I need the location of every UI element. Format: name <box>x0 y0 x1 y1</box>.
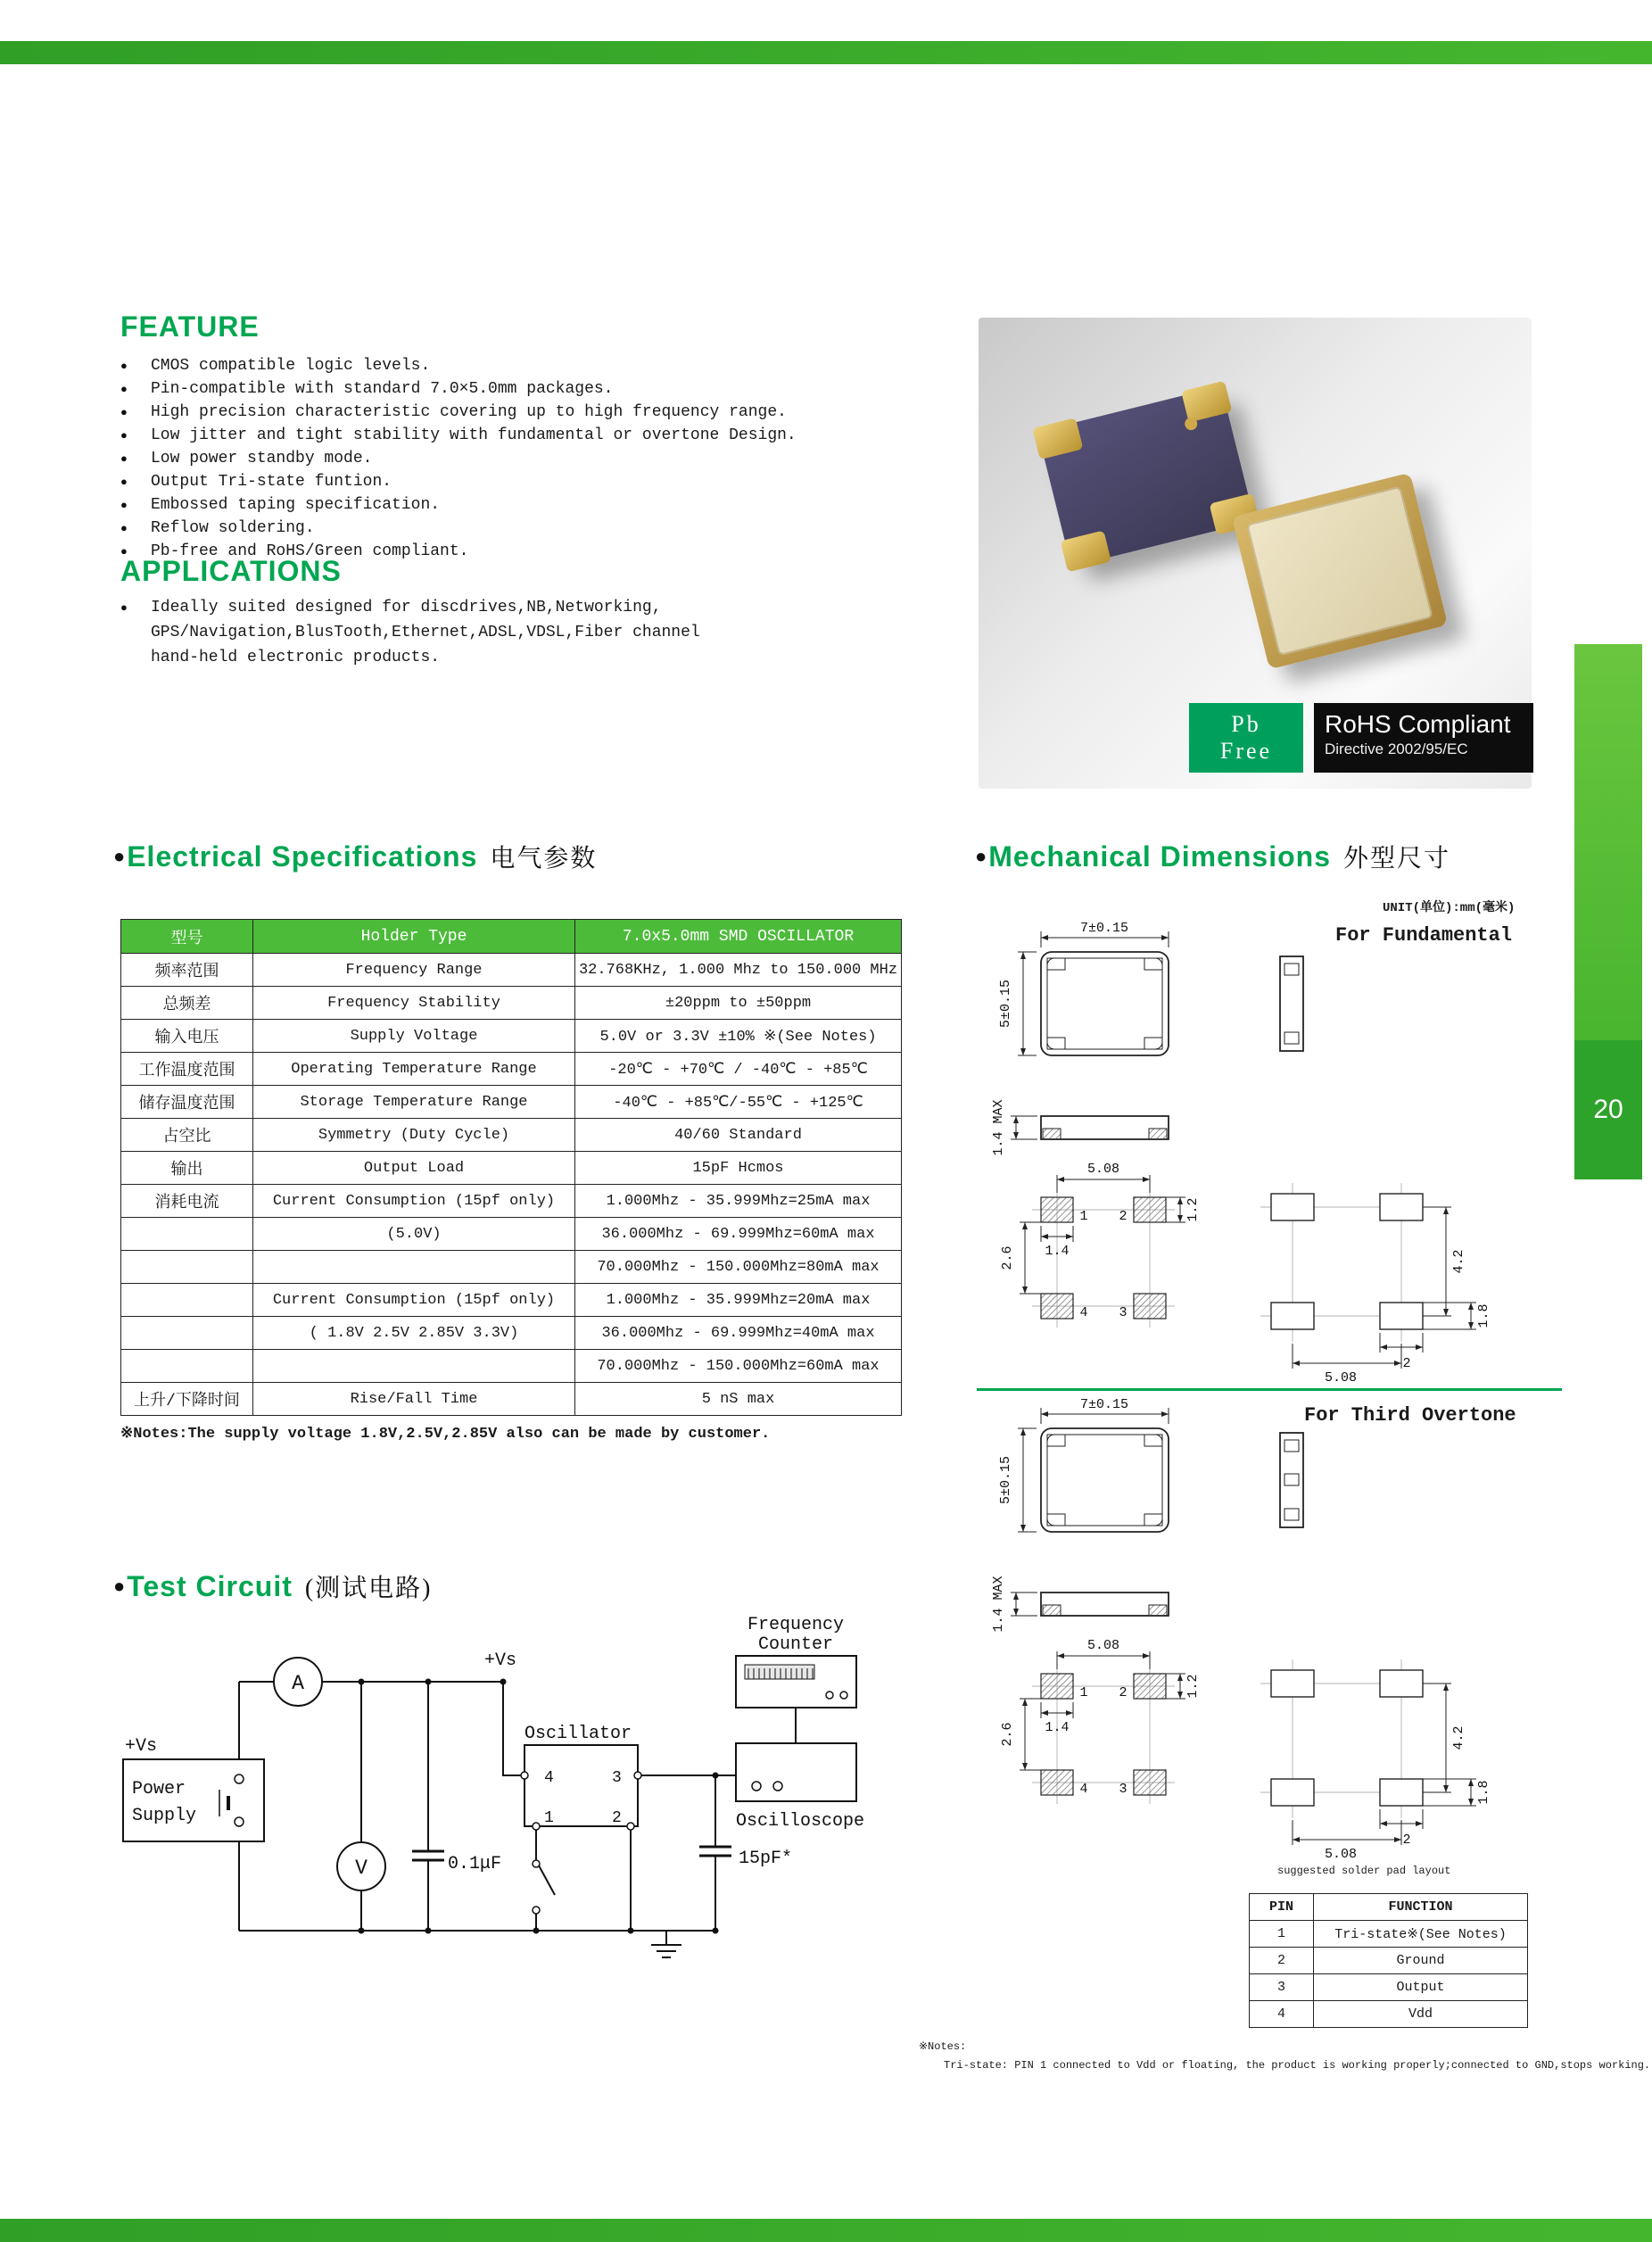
feature-item <box>120 377 852 401</box>
cell: 1.000Mhz - 35.999Mhz=25mA max <box>575 1185 902 1218</box>
osc-pin-4: 4 <box>544 1769 554 1787</box>
mechanical-drawing-fundamental <box>977 921 1565 1385</box>
bottom-accent-bar <box>0 2219 1652 2242</box>
electrical-specifications-heading <box>113 839 597 874</box>
dim-land-height: 4.2 <box>1451 1249 1466 1274</box>
feature-item-text: Pb-free and RoHS/Green compliant. <box>151 542 469 560</box>
dim-land-height: 4.2 <box>1451 1725 1466 1750</box>
cell <box>121 1350 253 1383</box>
table-row <box>121 1086 902 1119</box>
cell <box>121 1317 253 1350</box>
applications-line-3: hand-held electronic products. <box>151 649 441 666</box>
table-row <box>121 1317 902 1350</box>
dim-land-pad-width: 2 <box>1402 1356 1411 1371</box>
cell <box>121 1218 253 1251</box>
cell: Rise/Fall Time <box>253 1383 575 1416</box>
cell: 1.000Mhz - 35.999Mhz=20mA max <box>575 1284 902 1317</box>
feature-item <box>120 493 852 517</box>
cell: 3 <box>1250 1974 1314 2001</box>
table-row <box>121 1185 902 1218</box>
package-views <box>1041 1428 1303 1616</box>
cell: Operating Temperature Range <box>253 1053 575 1086</box>
oscillator-label: Oscillator <box>525 1724 632 1744</box>
feature-item-text: Reflow soldering. <box>151 519 315 537</box>
pad-pin-1: 1 <box>1079 1209 1088 1224</box>
bullet-icon: ● <box>120 359 128 373</box>
applications-title: APPLICATIONS <box>120 555 342 587</box>
table-row <box>121 1218 902 1251</box>
pb-free-line2: Free <box>1219 738 1273 764</box>
cell: 5.0V or 3.3V ±10% ※(See Notes) <box>575 1020 902 1053</box>
col-header-model: 型号 <box>121 920 253 954</box>
solder-pads <box>1271 1670 1423 1806</box>
voltmeter-label: V <box>355 1857 368 1880</box>
dim-pad-pitch: 5.08 <box>1086 1638 1120 1653</box>
dim-land-pitch: 5.08 <box>1324 1370 1358 1385</box>
pad-pin-3: 3 <box>1119 1305 1127 1320</box>
circuit-components <box>123 1656 856 1914</box>
feature-item-text: Low power standby mode. <box>151 450 373 467</box>
dim-body-width: 7±0.15 <box>1079 1397 1129 1412</box>
oscillator-chip-bottom-view <box>1037 386 1254 567</box>
feature-section <box>120 310 852 563</box>
test-circuit-heading <box>113 1568 433 1604</box>
cell: Ground <box>1314 1948 1528 1974</box>
table-row <box>121 1020 902 1053</box>
pad-pin-3: 3 <box>1119 1782 1127 1797</box>
cell: ±20ppm to ±50ppm <box>575 987 902 1020</box>
mechanical-title: Mechanical Dimensions <box>988 840 1331 873</box>
scope-knob <box>752 1782 761 1791</box>
pb-free-badge <box>1189 703 1303 773</box>
dim-pad-width: 1.4 <box>1045 1244 1070 1259</box>
pin-terminal <box>521 1772 528 1779</box>
mechanical-title-cn: 外型尺寸 <box>1342 845 1450 873</box>
ammeter-label: A <box>292 1672 304 1695</box>
decoupling-cap-label: 0.1μF <box>448 1854 502 1874</box>
cell: 15pF Hcmos <box>575 1152 902 1185</box>
fundamental-caption: For Fundamental <box>1335 924 1513 947</box>
dim-height-max: 1.4 MAX <box>991 1099 1006 1156</box>
pin-table-header <box>1250 1894 1528 1921</box>
table-row <box>121 1350 902 1383</box>
cell: 70.000Mhz - 150.000Mhz=80mA max <box>575 1251 902 1284</box>
page-number: 20 <box>1593 1095 1623 1124</box>
feature-item <box>120 447 852 470</box>
dim-pad-thickness: 1.2 <box>1185 1674 1201 1699</box>
cell: 工作温度范围 <box>121 1053 253 1086</box>
load-cap-label: 15pF* <box>739 1849 793 1869</box>
cell <box>121 1284 253 1317</box>
col-header-holder-type: Holder Type <box>253 920 575 954</box>
cell: 36.000Mhz - 69.999Mhz=60mA max <box>575 1218 902 1251</box>
pin-table-row <box>1250 1974 1528 2001</box>
bullet-icon: ● <box>113 1576 126 1599</box>
rohs-subtitle: Directive 2002/95/EC <box>1325 740 1468 757</box>
feature-item-text: High precision characteristic covering up to high frequency range. <box>151 403 787 421</box>
table-row <box>121 1251 902 1284</box>
osc-pin-3: 3 <box>612 1769 622 1787</box>
pad-pin-4: 4 <box>1079 1305 1088 1320</box>
centerlines <box>1032 1183 1435 1342</box>
pin-function-table <box>1249 1893 1528 2028</box>
cell: Symmetry (Duty Cycle) <box>253 1119 575 1152</box>
bullet-icon: ● <box>120 451 128 466</box>
power-label-line2: Supply <box>132 1806 197 1826</box>
section-divider <box>977 1388 1562 1391</box>
pad-pin-2: 2 <box>1119 1209 1127 1224</box>
feature-item-text: CMOS compatible logic levels. <box>151 357 431 375</box>
chip-pad <box>1181 381 1232 423</box>
centerlines <box>1032 1659 1435 1818</box>
pad-pin-4: 4 <box>1079 1782 1088 1797</box>
page-number-tab <box>1574 1040 1642 1179</box>
dim-pad-pitch: 5.08 <box>1086 1162 1120 1177</box>
pin-terminal <box>634 1772 641 1779</box>
cell: 消耗电流 <box>121 1185 253 1218</box>
dim-pad-width: 1.4 <box>1045 1720 1070 1735</box>
dim-land-pad-height: 1.8 <box>1476 1303 1491 1328</box>
table-row <box>121 1383 902 1416</box>
cell: 输入电压 <box>121 1020 253 1053</box>
cell: 输出 <box>121 1152 253 1185</box>
cell: 2 <box>1250 1948 1314 1974</box>
chip-metal-lid <box>1246 486 1433 657</box>
applications-item <box>120 595 852 620</box>
table-header-row <box>121 920 902 954</box>
bullet-icon: ● <box>120 475 128 489</box>
package-views <box>1041 952 1303 1139</box>
table-row <box>121 1152 902 1185</box>
feature-item <box>120 401 852 424</box>
cell: 40/60 Standard <box>575 1119 902 1152</box>
applications-section <box>120 555 852 670</box>
pad-pin-1: 1 <box>1079 1685 1088 1700</box>
feature-item <box>120 424 852 447</box>
electrical-title: Electrical Specifications <box>127 840 478 873</box>
cell: -40℃ - +85℃/-55℃ - +125℃ <box>575 1086 902 1119</box>
cell: 频率范围 <box>121 954 253 987</box>
cell: 1 <box>1250 1921 1314 1948</box>
cell: 总频差 <box>121 987 253 1020</box>
applications-line-2: GPS/Navigation,BlusTooth,Ethernet,ADSL,VDSL,Fiber channel <box>151 624 700 641</box>
cell <box>253 1350 575 1383</box>
dim-land-pad-height: 1.8 <box>1476 1780 1491 1805</box>
bullet-icon: ● <box>975 847 987 869</box>
freq-counter-label-line2: Counter <box>757 1634 834 1655</box>
rohs-title: RoHS Compliant <box>1325 710 1511 738</box>
dim-body-height: 5±0.15 <box>998 979 1013 1029</box>
oscilloscope-label: Oscilloscope <box>736 1811 865 1832</box>
cell: 5 nS max <box>575 1383 902 1416</box>
bullet-icon: ● <box>120 544 128 558</box>
scope-knob <box>773 1782 782 1791</box>
pin-terminal <box>533 1823 540 1830</box>
test-circuit-title: Test Circuit <box>127 1570 293 1602</box>
dim-height-max: 1.4 MAX <box>991 1576 1006 1633</box>
cell: 占空比 <box>121 1119 253 1152</box>
pb-free-line1: Pb <box>1231 711 1261 737</box>
switch-contact <box>533 1860 540 1867</box>
applications-line-1: Ideally suited designed for discdrives,NB,Networking, <box>151 599 662 616</box>
cell: Vdd <box>1314 2001 1528 2028</box>
feature-title: FEATURE <box>120 310 260 343</box>
cell: 上升/下降时间 <box>121 1383 253 1416</box>
dim-land-pitch: 5.08 <box>1324 1847 1358 1861</box>
feature-item-text: Low jitter and tight stability with fundamental or overtone Design. <box>151 426 797 444</box>
pin-table-row <box>1250 1921 1528 1948</box>
dim-land-pad-width: 2 <box>1402 1832 1411 1848</box>
top-accent-bar <box>0 41 1652 64</box>
mechanical-drawing-overtone <box>977 1397 1565 1861</box>
chip-pad <box>1032 418 1083 459</box>
unit-label: UNIT(单位):mm(毫米) <box>1383 901 1516 915</box>
oscillator-chip-top-view <box>1232 473 1448 670</box>
cell: 36.000Mhz - 69.999Mhz=40mA max <box>575 1317 902 1350</box>
electrical-specifications-table <box>120 919 902 1416</box>
col-header-product: 7.0x5.0mm SMD OSCILLATOR <box>575 920 902 954</box>
freq-counter-label-line1: Frequency <box>747 1615 845 1635</box>
bullet-icon: ● <box>120 382 128 396</box>
side-accent-bar <box>1574 644 1642 1040</box>
test-circuit-title-cn: (测试电路) <box>304 1575 433 1602</box>
cell: Current Consumption (15pf only) <box>253 1284 575 1317</box>
function-header: FUNCTION <box>1314 1894 1528 1921</box>
bullet-icon: ● <box>120 600 128 615</box>
dim-pad-thickness: 1.2 <box>1185 1197 1201 1222</box>
feature-item-text: Pin-compatible with standard 7.0×5.0mm packages. <box>151 380 614 398</box>
cell: 32.768KHz, 1.000 Mhz to 150.000 MHz <box>575 954 902 987</box>
vs-left-label: +Vs <box>125 1736 158 1757</box>
pad-layout-caption: suggested solder pad layout <box>1277 1865 1451 1877</box>
osc-pin-2: 2 <box>612 1809 622 1827</box>
cell: 储存温度范围 <box>121 1086 253 1119</box>
cell: Current Consumption (15pf only) <box>253 1185 575 1218</box>
counter-knob <box>840 1692 847 1699</box>
switch-contact <box>533 1907 540 1914</box>
supply-terminal <box>235 1817 244 1826</box>
cell: Output <box>1314 1974 1528 2001</box>
bullet-icon: ● <box>120 428 128 443</box>
feature-item-text: Output Tri-state funtion. <box>151 473 392 491</box>
mechanical-notes-label: ※Notes: <box>919 2040 967 2053</box>
solder-pads <box>1271 1194 1423 1329</box>
feature-item <box>120 354 852 377</box>
cell: 70.000Mhz - 150.000Mhz=60mA max <box>575 1350 902 1383</box>
mechanical-dimensions-heading <box>975 839 1450 874</box>
table-row <box>121 1284 902 1317</box>
oscilloscope-box <box>736 1743 856 1801</box>
dim-pad-gap: 2.6 <box>1000 1245 1015 1270</box>
circuit-wires <box>239 1682 796 1957</box>
feature-item <box>120 470 852 493</box>
cell <box>121 1251 253 1284</box>
power-label-line1: Power <box>132 1779 186 1799</box>
mechanical-notes-body: Tri-state: PIN 1 connected to Vdd or floating, the product is working properly;connected to GND,stops working. <box>944 2059 1651 2072</box>
cell: Frequency Stability <box>253 987 575 1020</box>
counter-display <box>745 1665 814 1679</box>
cell: Output Load <box>253 1152 575 1185</box>
dim-pad-gap: 2.6 <box>1000 1722 1015 1747</box>
cell: Supply Voltage <box>253 1020 575 1053</box>
overtone-caption: For Third Overtone <box>1304 1404 1516 1427</box>
pin-terminal <box>627 1823 634 1830</box>
table-row <box>121 1053 902 1086</box>
bullet-icon: ● <box>120 498 128 512</box>
dim-body-width: 7±0.15 <box>1079 921 1129 936</box>
chip-pad <box>1061 530 1111 572</box>
feature-item-text: Embossed taping specification. <box>151 496 441 514</box>
table-row <box>121 954 902 987</box>
osc-pin-1: 1 <box>544 1809 554 1827</box>
cell: Frequency Range <box>253 954 575 987</box>
cell: ( 1.8V 2.5V 2.85V 3.3V) <box>253 1317 575 1350</box>
cell: Tri-state※(See Notes) <box>1314 1921 1528 1948</box>
bullet-icon: ● <box>120 521 128 535</box>
power-supply-box <box>123 1759 264 1841</box>
vs-top-label: +Vs <box>484 1650 517 1671</box>
cell <box>253 1251 575 1284</box>
pad-pin-2: 2 <box>1119 1685 1127 1700</box>
bullet-icon: ● <box>113 847 126 869</box>
electrical-title-cn: 电气参数 <box>490 845 598 873</box>
rohs-badge <box>1314 703 1533 773</box>
cell: (5.0V) <box>253 1218 575 1251</box>
supply-terminal <box>235 1775 244 1783</box>
pin-header: PIN <box>1250 1894 1314 1921</box>
dim-body-height: 5±0.15 <box>998 1455 1013 1505</box>
pin-table-row <box>1250 2001 1528 2028</box>
frequency-counter-box <box>736 1656 856 1708</box>
counter-knob <box>826 1692 833 1699</box>
table-row <box>121 987 902 1020</box>
bullet-icon: ● <box>120 405 128 419</box>
cell: -20℃ - +70℃ / -40℃ - +85℃ <box>575 1053 902 1086</box>
cell: 4 <box>1250 2001 1314 2028</box>
test-circuit-diagram <box>116 1609 901 2029</box>
table-row <box>121 1119 902 1152</box>
pin-table-row <box>1250 1948 1528 1974</box>
cell: Storage Temperature Range <box>253 1086 575 1119</box>
feature-item <box>120 517 852 540</box>
electrical-note: ※Notes:The supply voltage 1.8V,2.5V,2.85V also can be made by customer. <box>120 1426 771 1443</box>
